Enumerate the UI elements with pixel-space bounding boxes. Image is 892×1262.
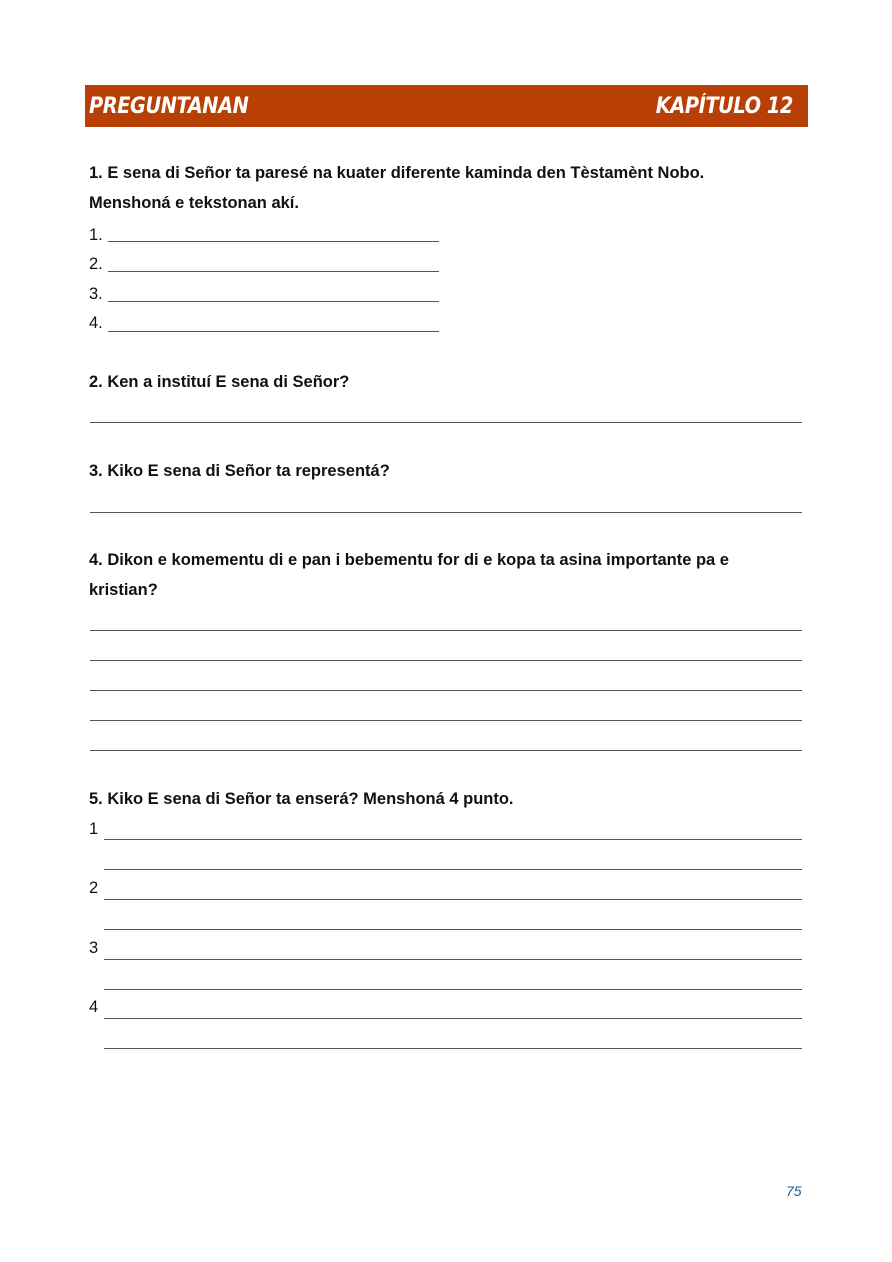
- answer-line-5-4b[interactable]: [104, 1048, 802, 1049]
- question-1-line-1: 1. E sena di Señor ta paresé na kuater diferente kaminda den Tèstamènt Nobo.: [89, 164, 705, 182]
- question-1: [89, 158, 801, 218]
- answer-line-3[interactable]: [90, 512, 802, 513]
- answer-line-5-1b[interactable]: [104, 869, 802, 870]
- question-5: 5. Kiko E sena di Señor ta enserá? Menshoná 4 punto.: [89, 790, 514, 808]
- answer-line-5-2a[interactable]: [104, 899, 802, 900]
- chapter-title: KAPÍTULO 12: [655, 93, 793, 119]
- blank-label-3: 3.: [89, 285, 103, 303]
- blank-label-2: 2.: [89, 255, 103, 273]
- point-label-2: 2: [89, 879, 99, 897]
- question-4-line-2: kristian?: [89, 581, 158, 599]
- answer-line-4-1[interactable]: [90, 630, 802, 631]
- answer-line-5-2b[interactable]: [104, 929, 802, 930]
- chapter-header-bar: [85, 85, 808, 127]
- answer-line-5-4a[interactable]: [104, 1018, 802, 1019]
- answer-line-5-3a[interactable]: [104, 959, 802, 960]
- question-4-line-1: 4. Dikon e komementu di e pan i bebementu for di e kopa ta asina importante pa e: [89, 551, 729, 569]
- point-label-1: 1: [89, 820, 99, 838]
- question-1-line-2: Menshoná e tekstonan akí.: [89, 194, 299, 212]
- answer-line-4-4[interactable]: [90, 720, 802, 721]
- point-label-4: 4: [89, 998, 99, 1016]
- answer-line-5-3b[interactable]: [104, 989, 802, 990]
- answer-line-4-2[interactable]: [90, 660, 802, 661]
- question-4: [89, 545, 801, 605]
- answer-line-1-4[interactable]: [108, 331, 439, 332]
- page-number: 75: [786, 1183, 802, 1199]
- point-label-3: 3: [89, 939, 99, 957]
- answer-line-1-1[interactable]: [108, 241, 439, 242]
- question-3: 3. Kiko E sena di Señor ta representá?: [89, 462, 390, 480]
- section-title: PREGUNTANAN: [89, 93, 249, 119]
- question-2: 2. Ken a instituí E sena di Señor?: [89, 373, 350, 391]
- answer-line-1-3[interactable]: [108, 301, 439, 302]
- answer-line-4-3[interactable]: [90, 690, 802, 691]
- blank-label-1: 1.: [89, 226, 103, 244]
- answer-line-4-5[interactable]: [90, 750, 802, 751]
- answer-line-1-2[interactable]: [108, 271, 439, 272]
- answer-line-2[interactable]: [90, 422, 802, 423]
- blank-label-4: 4.: [89, 314, 103, 332]
- answer-line-5-1a[interactable]: [104, 839, 802, 840]
